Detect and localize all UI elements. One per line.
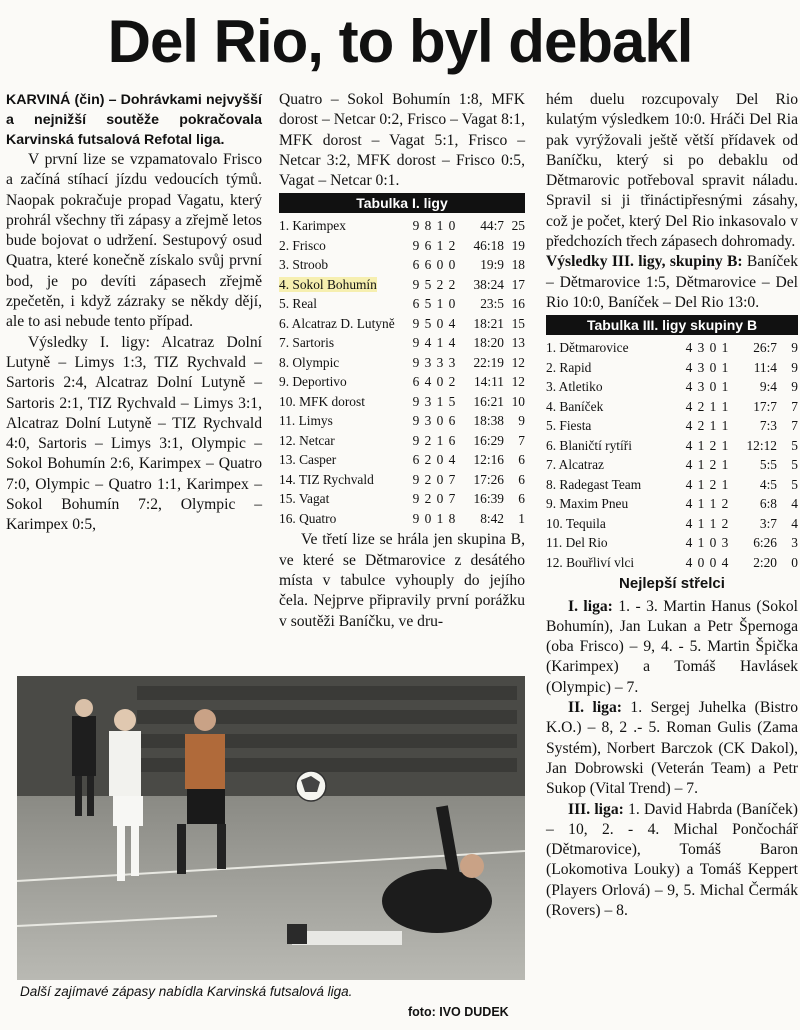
table-cell-v: 1 — [697, 535, 705, 551]
table-cell-v: 1 — [697, 496, 705, 512]
table-cell-pts: 13 — [511, 335, 525, 351]
table-cell-r: 1 — [436, 335, 444, 351]
table-cell-v: 1 — [697, 515, 705, 531]
table-cell-pts: 15 — [511, 315, 525, 331]
table-cell-r: 1 — [436, 432, 444, 448]
table-row — [279, 450, 525, 470]
table-cell-pts: 1 — [518, 510, 525, 526]
table-cell-z: 9 — [412, 432, 420, 448]
table-cell-p: 3 — [721, 535, 729, 551]
table-row — [279, 216, 525, 236]
table-cell-r: 2 — [709, 457, 717, 473]
paragraph: V první lize se vzpamatovalo Frisco a začíná stíhací jízdu vedoucích týmů. Naopak pokračuje propad Vagatu, který prohrál všechny tři zápasy a zřejmě letos bude bojovat o udržení. Sestupový osud Quatra, které konečně získalo svůj první bod, je po devíti zápasech zřejmě zpečetěn, i když zázraky se někdy dějí, ale to asi nebude tento případ. — [6, 151, 262, 331]
table-cell-r: 1 — [709, 418, 717, 434]
table-row — [546, 553, 798, 573]
paragraph: Ve třetí lize se hrála jen skupina B, ve které se Dětmarovice z desátého místa v tabulce vyhouply do jejího čela. Nejprve připravily první porážku v soutěži Baníčku, ve dru- — [279, 531, 525, 630]
table-cell-score: 19:9 — [480, 257, 504, 273]
table-cell-team: 4. Baníček — [546, 398, 604, 414]
paragraph: Quatro – Sokol Bohumín 1:8, MFK dorost – Netcar 0:2, Frisco – Vagat 8:1, MFK dorost – Vagat 5:1, Frisco – Netcar 3:2, MFK dorost – Frisco 0:5, Vagat – Netcar 0:1. — [279, 91, 525, 190]
table-cell-team: 10. Tequila — [546, 515, 606, 531]
photo-caption: Další zajímavé zápasy nabídla Karvinská futsalová liga. — [20, 984, 353, 999]
table-cell-r: 0 — [709, 359, 717, 375]
table-cell-z: 6 — [412, 452, 420, 468]
table-cell-score: 14:11 — [473, 374, 504, 390]
table-row — [546, 397, 798, 417]
table-cell-p: 1 — [721, 476, 729, 492]
table-cell-score: 4:5 — [759, 476, 777, 492]
table-cell-team: 6. Blaničtí rytíři — [546, 437, 632, 453]
table-title: Tabulka III. ligy skupiny B — [546, 315, 798, 335]
table-cell-p: 0 — [448, 257, 456, 273]
table-row — [279, 236, 525, 256]
standings-table-league-1 — [279, 216, 525, 528]
headline: Del Rio, to byl debakl — [107, 8, 693, 75]
table-cell-p: 2 — [721, 515, 729, 531]
table-cell-pts: 19 — [511, 237, 525, 253]
results-text: Baníček – Dětmarovice 1:5, Dětmarovice – Del Rio 10:0, Baníček – Del Rio 13:0. — [546, 253, 799, 311]
table-cell-v: 1 — [697, 437, 705, 453]
table-cell-p: 4 — [448, 452, 456, 468]
table-cell-team: 2. Rapid — [546, 359, 592, 375]
table-cell-score: 26:7 — [753, 340, 777, 356]
table-cell-p: 1 — [721, 418, 729, 434]
table-cell-z: 4 — [685, 418, 693, 434]
table-row — [546, 494, 798, 514]
table-cell-p: 6 — [448, 432, 456, 448]
table-cell-score: 12:12 — [746, 437, 777, 453]
table-row — [279, 411, 525, 431]
table-cell-z: 9 — [412, 354, 420, 370]
table-cell-z: 4 — [685, 554, 693, 570]
scorers-item: III. liga: 1. David Habrda (Baníček) – 10, 2. - 4. Michal Pončochář (Dětmarovice), Tomáš Baron (Lokomotiva Louky) a Tomáš Keppert (Players Orlová) – 9, 5. Michal Čermák (Rovers) – 8. — [546, 800, 798, 920]
table-cell-r: 2 — [709, 476, 717, 492]
table-row — [279, 509, 525, 529]
table-cell-p: 7 — [448, 491, 456, 507]
table-cell-r: 2 — [436, 276, 444, 292]
table-row — [546, 514, 798, 534]
table-cell-pts: 9 — [791, 379, 798, 395]
table-cell-pts: 16 — [511, 296, 525, 312]
table-cell-team: 7. Alcatraz — [546, 457, 604, 473]
table-cell-v: 2 — [424, 452, 432, 468]
table-cell-v: 5 — [424, 276, 432, 292]
table-cell-p: 5 — [448, 393, 456, 409]
table-row — [279, 489, 525, 509]
table-row — [279, 255, 525, 275]
table-cell-team: 15. Vagat — [279, 491, 330, 507]
table-cell-pts: 25 — [511, 218, 525, 234]
table-row — [279, 294, 525, 314]
table-cell-r: 0 — [436, 471, 444, 487]
table-cell-pts: 0 — [791, 554, 798, 570]
table-cell-v: 6 — [424, 257, 432, 273]
table-cell-v: 8 — [424, 218, 432, 234]
table-cell-p: 4 — [721, 554, 729, 570]
table-cell-score: 16:21 — [473, 393, 504, 409]
table-cell-r: 3 — [436, 354, 444, 370]
table-cell-z: 9 — [412, 413, 420, 429]
table-cell-z: 4 — [685, 515, 693, 531]
table-cell-pts: 7 — [791, 398, 798, 414]
table-cell-pts: 9 — [518, 413, 525, 429]
table-row — [279, 275, 525, 295]
table-cell-v: 3 — [697, 379, 705, 395]
table-cell-score: 2:20 — [753, 554, 777, 570]
table-cell-v: 3 — [424, 354, 432, 370]
table-cell-score: 38:24 — [473, 276, 504, 292]
table-cell-team: 6. Alcatraz D. Lutyně — [279, 315, 395, 331]
table-row — [279, 392, 525, 412]
table-cell-r: 0 — [436, 413, 444, 429]
table-cell-p: 1 — [721, 340, 729, 356]
table-row — [546, 358, 798, 378]
table-cell-p: 1 — [721, 437, 729, 453]
table-cell-v: 1 — [697, 476, 705, 492]
paragraph — [546, 252, 798, 313]
table-cell-z: 9 — [412, 237, 420, 253]
table-cell-z: 6 — [412, 257, 420, 273]
table-cell-z: 9 — [412, 315, 420, 331]
table-cell-v: 6 — [424, 237, 432, 253]
table-row — [546, 338, 798, 358]
table-cell-r: 1 — [436, 393, 444, 409]
table-row — [279, 314, 525, 334]
table-cell-score: 9:4 — [759, 379, 777, 395]
table-cell-score: 6:8 — [759, 496, 777, 512]
table-cell-p: 6 — [448, 413, 456, 429]
table-cell-p: 1 — [721, 457, 729, 473]
paragraph: hém duelu rozcupovaly Del Rio kulatým výsledkem 10:0. Hráči Del Ria pak vyrýžovali ještě větší přídavek od Baníčku, který si po debaklu od Dětmarovic potřeboval spravit náladu. Spravil si ji třináctipřesnými zásahy, což je počet, který Del Rio inkasovalo v předchozích třech zápasech dohromady. — [546, 91, 798, 251]
table-cell-r: 0 — [436, 452, 444, 468]
table-cell-r: 0 — [709, 554, 717, 570]
table-cell-team: 1. Dětmarovice — [546, 340, 629, 356]
table-cell-pts: 12 — [511, 374, 525, 390]
table-cell-v: 2 — [424, 471, 432, 487]
table-cell-z: 4 — [685, 398, 693, 414]
table-cell-r: 2 — [709, 437, 717, 453]
table-cell-score: 46:18 — [473, 237, 504, 253]
results-label: Výsledky III. ligy, skupiny B: — [546, 253, 743, 271]
table-cell-v: 4 — [424, 374, 432, 390]
table-cell-p: 0 — [448, 218, 456, 234]
scorers-item: I. liga: 1. - 3. Martin Hanus (Sokol Bohumín), Jan Lukan a Petr Špernoga (oba Frisco) – 9, 4. - 5. Martin Špička (Karimpex) a Tomáš Havlásek (Olympic) – 7. — [546, 597, 799, 696]
table-cell-z: 4 — [685, 476, 693, 492]
table-cell-z: 4 — [685, 437, 693, 453]
table-cell-r: 1 — [709, 398, 717, 414]
table-cell-score: 44:7 — [480, 218, 504, 234]
table-cell-score: 22:19 — [473, 354, 504, 370]
table-row — [279, 333, 525, 353]
table-cell-team: 1. Karimpex — [279, 218, 346, 234]
table-cell-p: 3 — [448, 354, 456, 370]
table-cell-pts: 5 — [791, 437, 798, 453]
table-cell-team: 7. Sartoris — [279, 335, 335, 351]
table-cell-p: 2 — [448, 237, 456, 253]
table-row — [546, 455, 798, 475]
table-cell-team: 9. Maxim Pneu — [546, 496, 629, 512]
table-cell-v: 4 — [424, 335, 432, 351]
table-cell-p: 4 — [448, 315, 456, 331]
table-cell-pts: 17 — [511, 276, 525, 292]
table-cell-z: 9 — [412, 393, 420, 409]
table-cell-team: 3. Atletiko — [546, 379, 603, 395]
table-row — [546, 533, 798, 553]
table-cell-pts: 9 — [791, 340, 798, 356]
table-cell-score: 17:7 — [753, 398, 777, 414]
table-row — [546, 436, 798, 456]
table-cell-team: 9. Deportivo — [279, 374, 347, 390]
table-cell-z: 4 — [685, 359, 693, 375]
table-cell-pts: 5 — [791, 457, 798, 473]
table-cell-pts: 3 — [791, 535, 798, 551]
table-cell-team: 8. Olympic — [279, 354, 340, 370]
standings-table-league-3 — [546, 338, 798, 572]
table-cell-p: 0 — [448, 296, 456, 312]
table-cell-r: 1 — [709, 515, 717, 531]
table-row — [546, 475, 798, 495]
futsal-photo-image — [17, 676, 525, 980]
table-cell-score: 18:21 — [473, 315, 504, 331]
table-cell-team: 2. Frisco — [279, 237, 326, 253]
paragraph: Výsledky I. ligy: Alcatraz Dolní Lutyně – Limys 1:3, TIZ Rychvald – Sartoris 2:4, Alcatraz Dolní Lutyně – Sartoris 2:1, TIZ Rychvald – Limys 3:1, Alcatraz Dolní Lutyně – TIZ Rychvald 4:0, Sartoris – Limys 3:1, Olympic – Sokol Bohumín 2:6, Karimpex – Quatro 7:0, Olympic – Quatro 1:1, Karimpex – Sokol Bohumín 7:2, Olympic – Karimpex 0:5, — [6, 333, 262, 534]
table-cell-z: 9 — [412, 335, 420, 351]
table-cell-team: 3. Stroob — [279, 257, 329, 273]
table-cell-r: 0 — [436, 315, 444, 331]
table-cell-team: 11. Del Rio — [546, 535, 608, 551]
table-cell-team: 10. MFK dorost — [279, 393, 365, 409]
table-cell-pts: 9 — [791, 359, 798, 375]
table-cell-v: 2 — [697, 398, 705, 414]
table-cell-score: 18:38 — [473, 413, 504, 429]
table-cell-v: 1 — [697, 457, 705, 473]
table-cell-pts: 7 — [518, 432, 525, 448]
table-cell-score: 6:26 — [753, 535, 777, 551]
table-cell-score: 11:4 — [753, 359, 777, 375]
table-cell-score: 17:26 — [473, 471, 504, 487]
table-cell-p: 2 — [448, 276, 456, 292]
table-cell-p: 1 — [721, 398, 729, 414]
table-cell-score: 3:7 — [759, 515, 777, 531]
table-cell-z: 9 — [412, 491, 420, 507]
table-cell-z: 6 — [412, 374, 420, 390]
futsal-photo — [17, 676, 525, 980]
table-cell-v: 5 — [424, 315, 432, 331]
photo-credit: foto: IVO DUDEK — [408, 1005, 509, 1019]
table-cell-team: 5. Real — [279, 296, 317, 312]
table-cell-team: 12. Netcar — [279, 432, 335, 448]
table-cell-v: 0 — [697, 554, 705, 570]
table-cell-score: 5:5 — [759, 457, 777, 473]
table-cell-score: 7:3 — [759, 418, 777, 434]
table-cell-team: 13. Casper — [279, 452, 337, 468]
table-cell-pts: 6 — [518, 491, 525, 507]
table-cell-r: 1 — [436, 218, 444, 234]
table-cell-v: 5 — [424, 296, 432, 312]
table-cell-p: 2 — [448, 374, 456, 390]
column-2 — [279, 90, 525, 632]
table-cell-r: 0 — [709, 535, 717, 551]
table-row — [279, 372, 525, 392]
table-cell-v: 2 — [424, 432, 432, 448]
table-cell-v: 2 — [424, 491, 432, 507]
table-cell-pts: 4 — [791, 515, 798, 531]
table-cell-r: 0 — [436, 374, 444, 390]
lead-paragraph: KARVINÁ (čin) – Dohrávkami nejvyšší a nejnižší soutěže pokračovala Karvinská futsalová Refotal liga. — [6, 92, 262, 148]
table-cell-r: 1 — [436, 296, 444, 312]
table-cell-z: 9 — [412, 510, 420, 526]
table-row — [546, 416, 798, 436]
table-cell-team: 11. Limys — [279, 413, 333, 429]
column-1 — [6, 90, 262, 536]
table-cell-z: 4 — [685, 457, 693, 473]
table-cell-score: 23:5 — [480, 296, 504, 312]
table-cell-z: 9 — [412, 218, 420, 234]
table-cell-r: 0 — [709, 340, 717, 356]
table-cell-z: 4 — [685, 496, 693, 512]
table-cell-v: 3 — [697, 340, 705, 356]
table-cell-pts: 18 — [511, 257, 525, 273]
table-cell-p: 8 — [448, 510, 456, 526]
table-cell-score: 16:39 — [473, 491, 504, 507]
column-3 — [546, 90, 798, 921]
table-cell-z: 9 — [412, 276, 420, 292]
table-cell-p: 1 — [721, 379, 729, 395]
table-cell-p: 2 — [721, 496, 729, 512]
table-cell-r: 1 — [436, 237, 444, 253]
table-cell-r: 0 — [436, 257, 444, 273]
table-cell-z: 9 — [412, 471, 420, 487]
table-cell-score: 18:20 — [473, 335, 504, 351]
table-cell-team: 5. Fiesta — [546, 418, 592, 434]
table-cell-r: 0 — [709, 379, 717, 395]
table-cell-v: 3 — [424, 393, 432, 409]
table-row — [279, 353, 525, 373]
table-cell-team: 16. Quatro — [279, 510, 337, 526]
table-cell-v: 2 — [697, 418, 705, 434]
table-cell-pts: 6 — [518, 452, 525, 468]
table-cell-r: 1 — [436, 510, 444, 526]
scorers-title: Nejlepší střelci — [619, 575, 725, 593]
table-cell-p: 7 — [448, 471, 456, 487]
table-cell-pts: 12 — [511, 354, 525, 370]
scorers-item: II. liga: 1. Sergej Juhelka (Bistro K.O.) – 8, 2 .- 5. Roman Gulis (Zama Systém), Norbert Barczok (CK Dakol), Jan Dobrowski (Veterán Team) a Petr Sukop (Vital Trend) – 7. — [546, 699, 798, 798]
table-cell-score: 16:29 — [473, 432, 504, 448]
table-cell-v: 3 — [424, 413, 432, 429]
table-cell-team: 8. Radegast Team — [546, 476, 642, 492]
table-cell-pts: 5 — [791, 476, 798, 492]
table-cell-v: 3 — [697, 359, 705, 375]
table-row — [279, 470, 525, 490]
table-cell-pts: 4 — [791, 496, 798, 512]
table-cell-r: 1 — [709, 496, 717, 512]
table-title: Tabulka I. ligy — [279, 193, 525, 213]
table-cell-team: 14. TIZ Rychvald — [279, 471, 374, 487]
table-cell-z: 6 — [412, 296, 420, 312]
table-cell-team: 4. Sokol Bohumín — [279, 276, 377, 292]
table-cell-p: 1 — [721, 359, 729, 375]
table-cell-z: 4 — [685, 379, 693, 395]
table-cell-pts: 10 — [511, 393, 525, 409]
table-cell-score: 12:16 — [473, 452, 504, 468]
table-row — [546, 377, 798, 397]
table-cell-z: 4 — [685, 535, 693, 551]
table-cell-v: 0 — [424, 510, 432, 526]
table-cell-p: 4 — [448, 335, 456, 351]
table-cell-pts: 6 — [518, 471, 525, 487]
table-cell-z: 4 — [685, 340, 693, 356]
table-cell-team: 12. Bouřliví vlci — [546, 554, 635, 570]
table-cell-r: 0 — [436, 491, 444, 507]
table-cell-pts: 7 — [791, 418, 798, 434]
table-cell-score: 8:42 — [480, 510, 504, 526]
table-row — [279, 431, 525, 451]
